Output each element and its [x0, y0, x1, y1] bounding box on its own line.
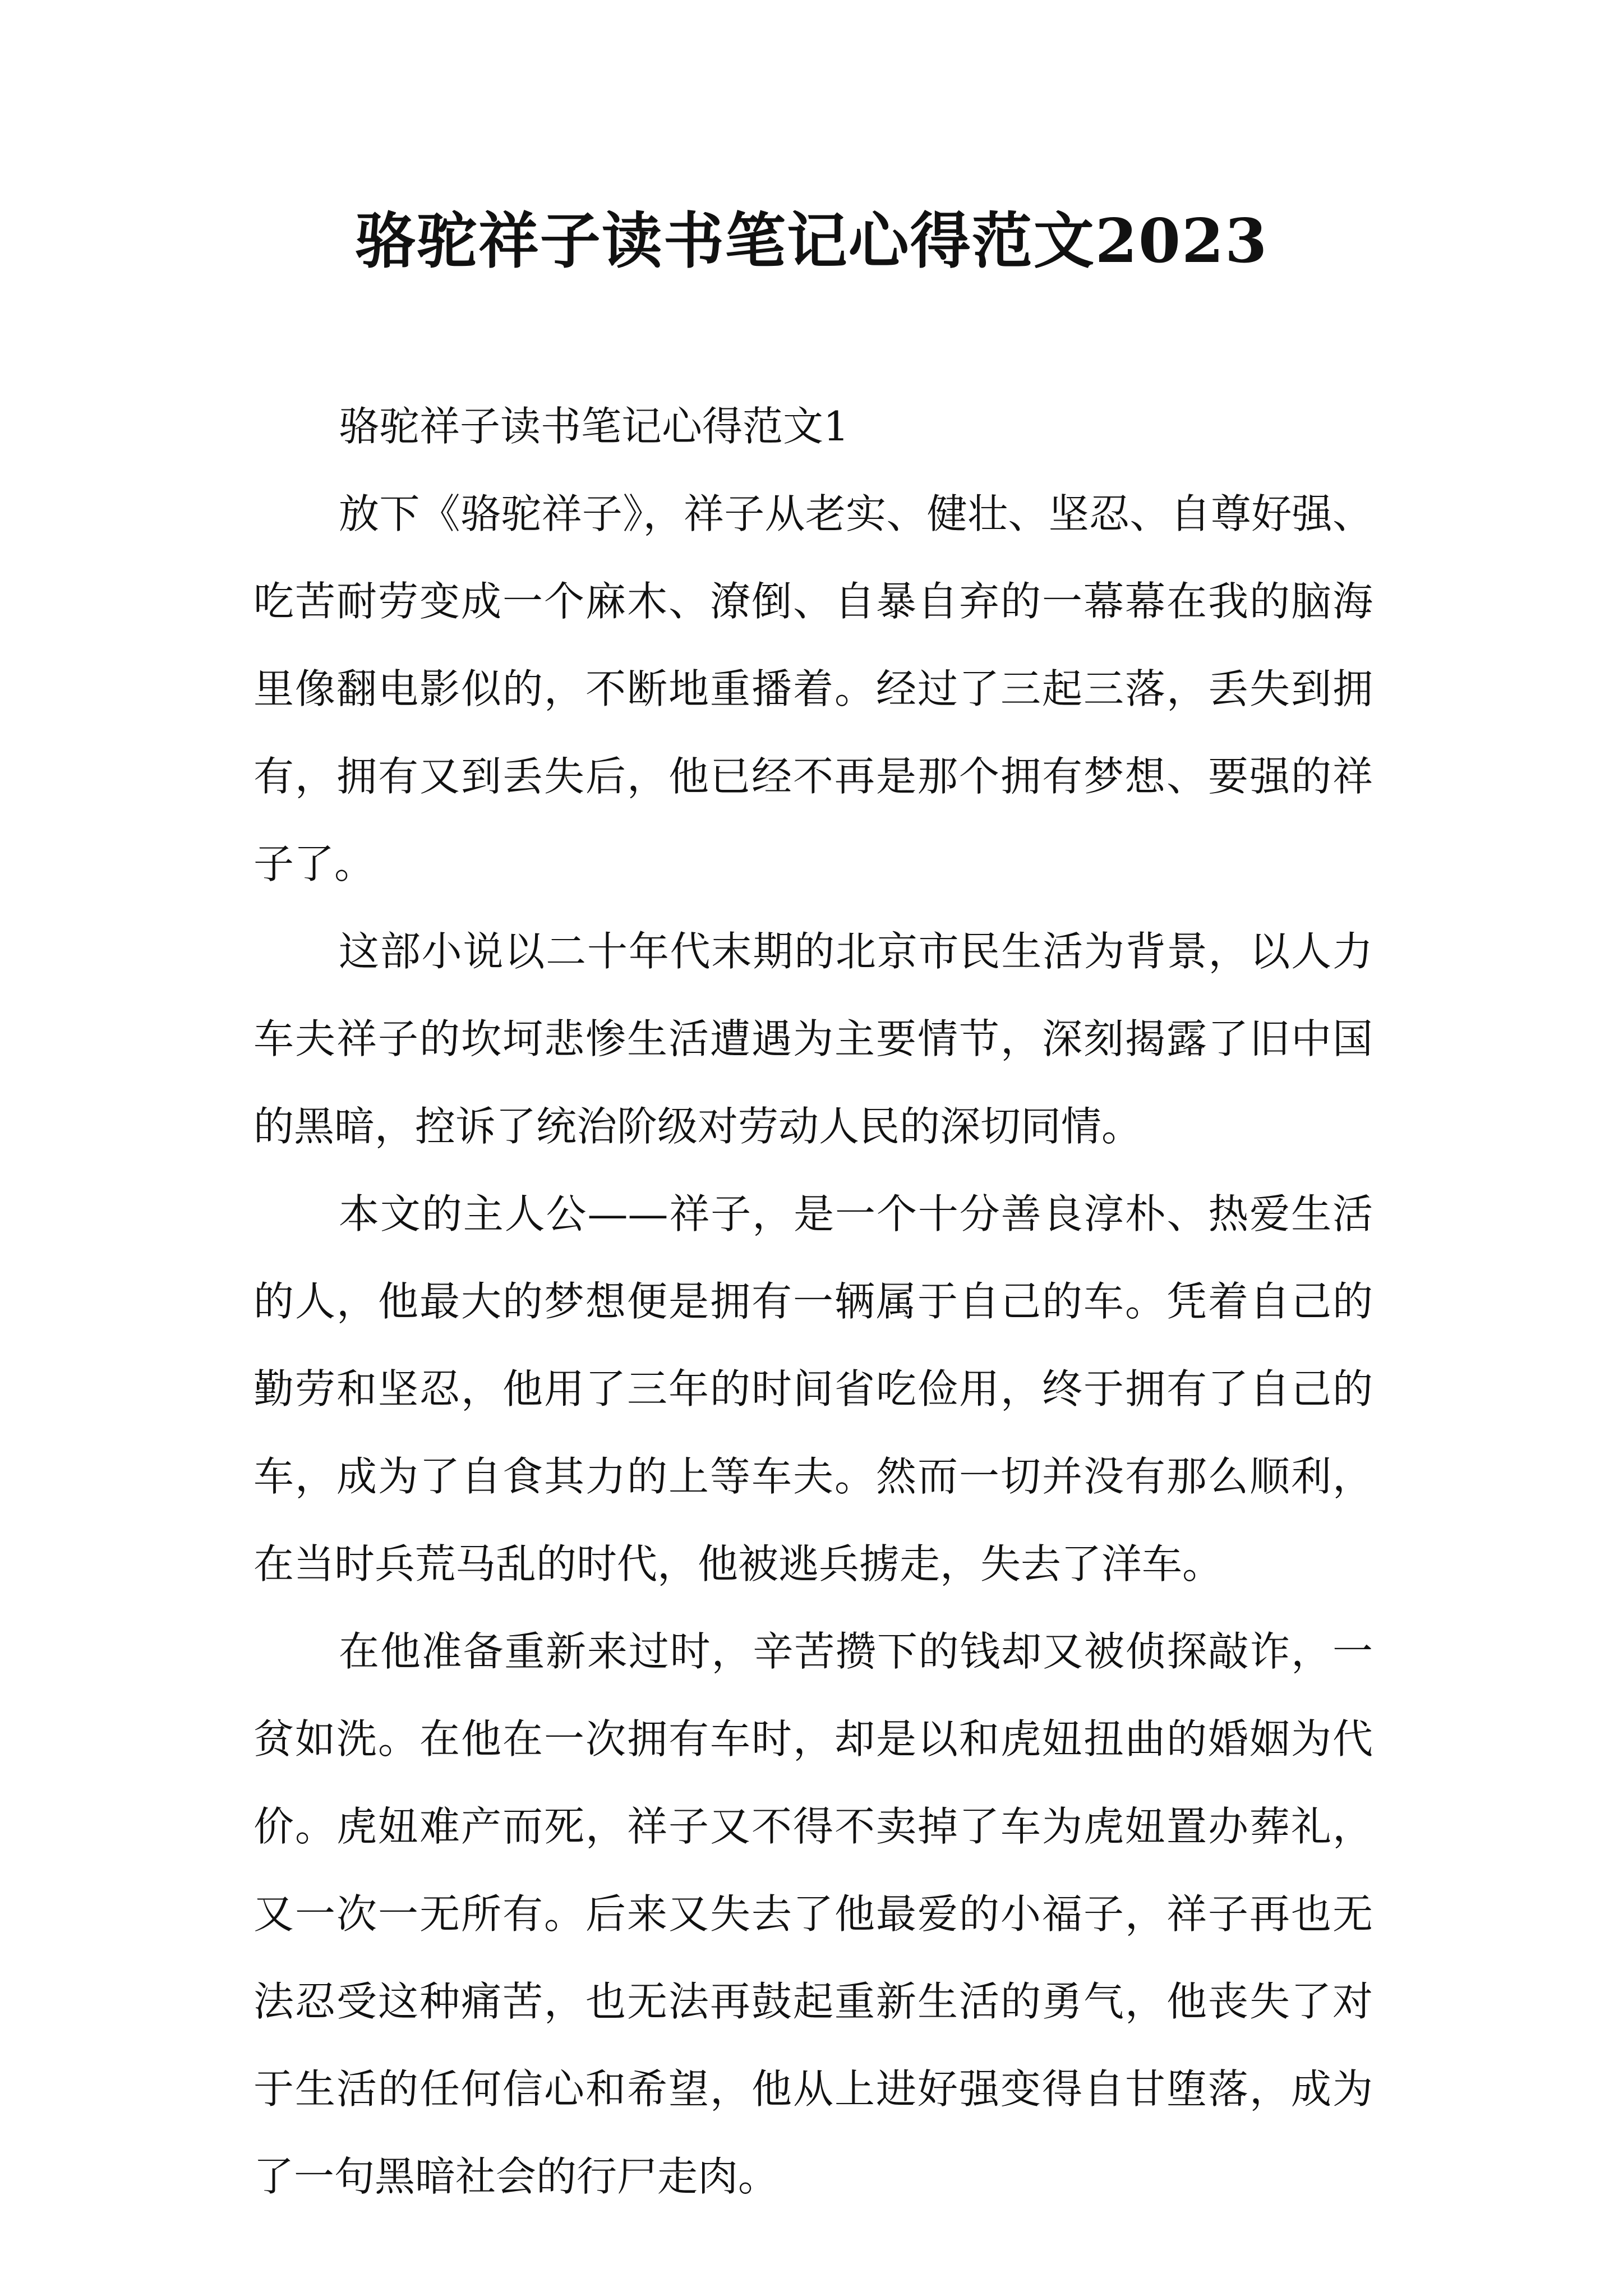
document-body: [253, 383, 1373, 2220]
paragraph: 这部小说以二十年代末期的北京市民生活为背景，以人力车夫祥子的坎坷悲惨生活遭遇为主要情节，深刻揭露了旧中国的黑暗，控诉了统治阶级对劳动人民的深切同情。: [253, 928, 1373, 1150]
paragraph: 本文的主人公——祥子，是一个十分善良淳朴、热爱生活的人，他最大的梦想便是拥有一辆属于自己的车。凭着自己的勤劳和坚忍，他用了三年的时间省吃俭用，终于拥有了自己的车，成为了自食其力的上等车夫。然而一切并没有那么顺利，在当时兵荒马乱的时代，他被逃兵掳走，失去了洋车。: [253, 1190, 1373, 1588]
paragraph: 在他准备重新来过时，辛苦攒下的钱却又被侦探敲诈，一贫如洗。在他在一次拥有车时，却是以和虎妞扭曲的婚姻为代价。虎妞难产而死，祥子又不得不卖掉了车为虎妞置办葬礼，又一次一无所有。后来又失去了他最爱的小福子，祥子再也无法忍受这种痛苦，也无法再鼓起重新生活的勇气，他丧失了对于生活的任何信心和希望，他从上进好强变得自甘堕落，成为了一句黑暗社会的行尸走肉。: [253, 1628, 1373, 2200]
section-heading: 骆驼祥子读书笔记心得范文1: [339, 403, 849, 450]
paragraph: 放下《骆驼祥子》，祥子从老实、健壮、坚忍、自尊好强、吃苦耐劳变成一个麻木、潦倒、自暴自弃的一幕幕在我的脑海里像翻电影似的，不断地重播着。经过了三起三落，丢失到拥有，拥有又到丢失后，他已经不再是那个拥有梦想、要强的祥子了。: [253, 490, 1373, 887]
document-title: 骆驼祥子读书笔记心得范文2023: [354, 206, 1269, 277]
